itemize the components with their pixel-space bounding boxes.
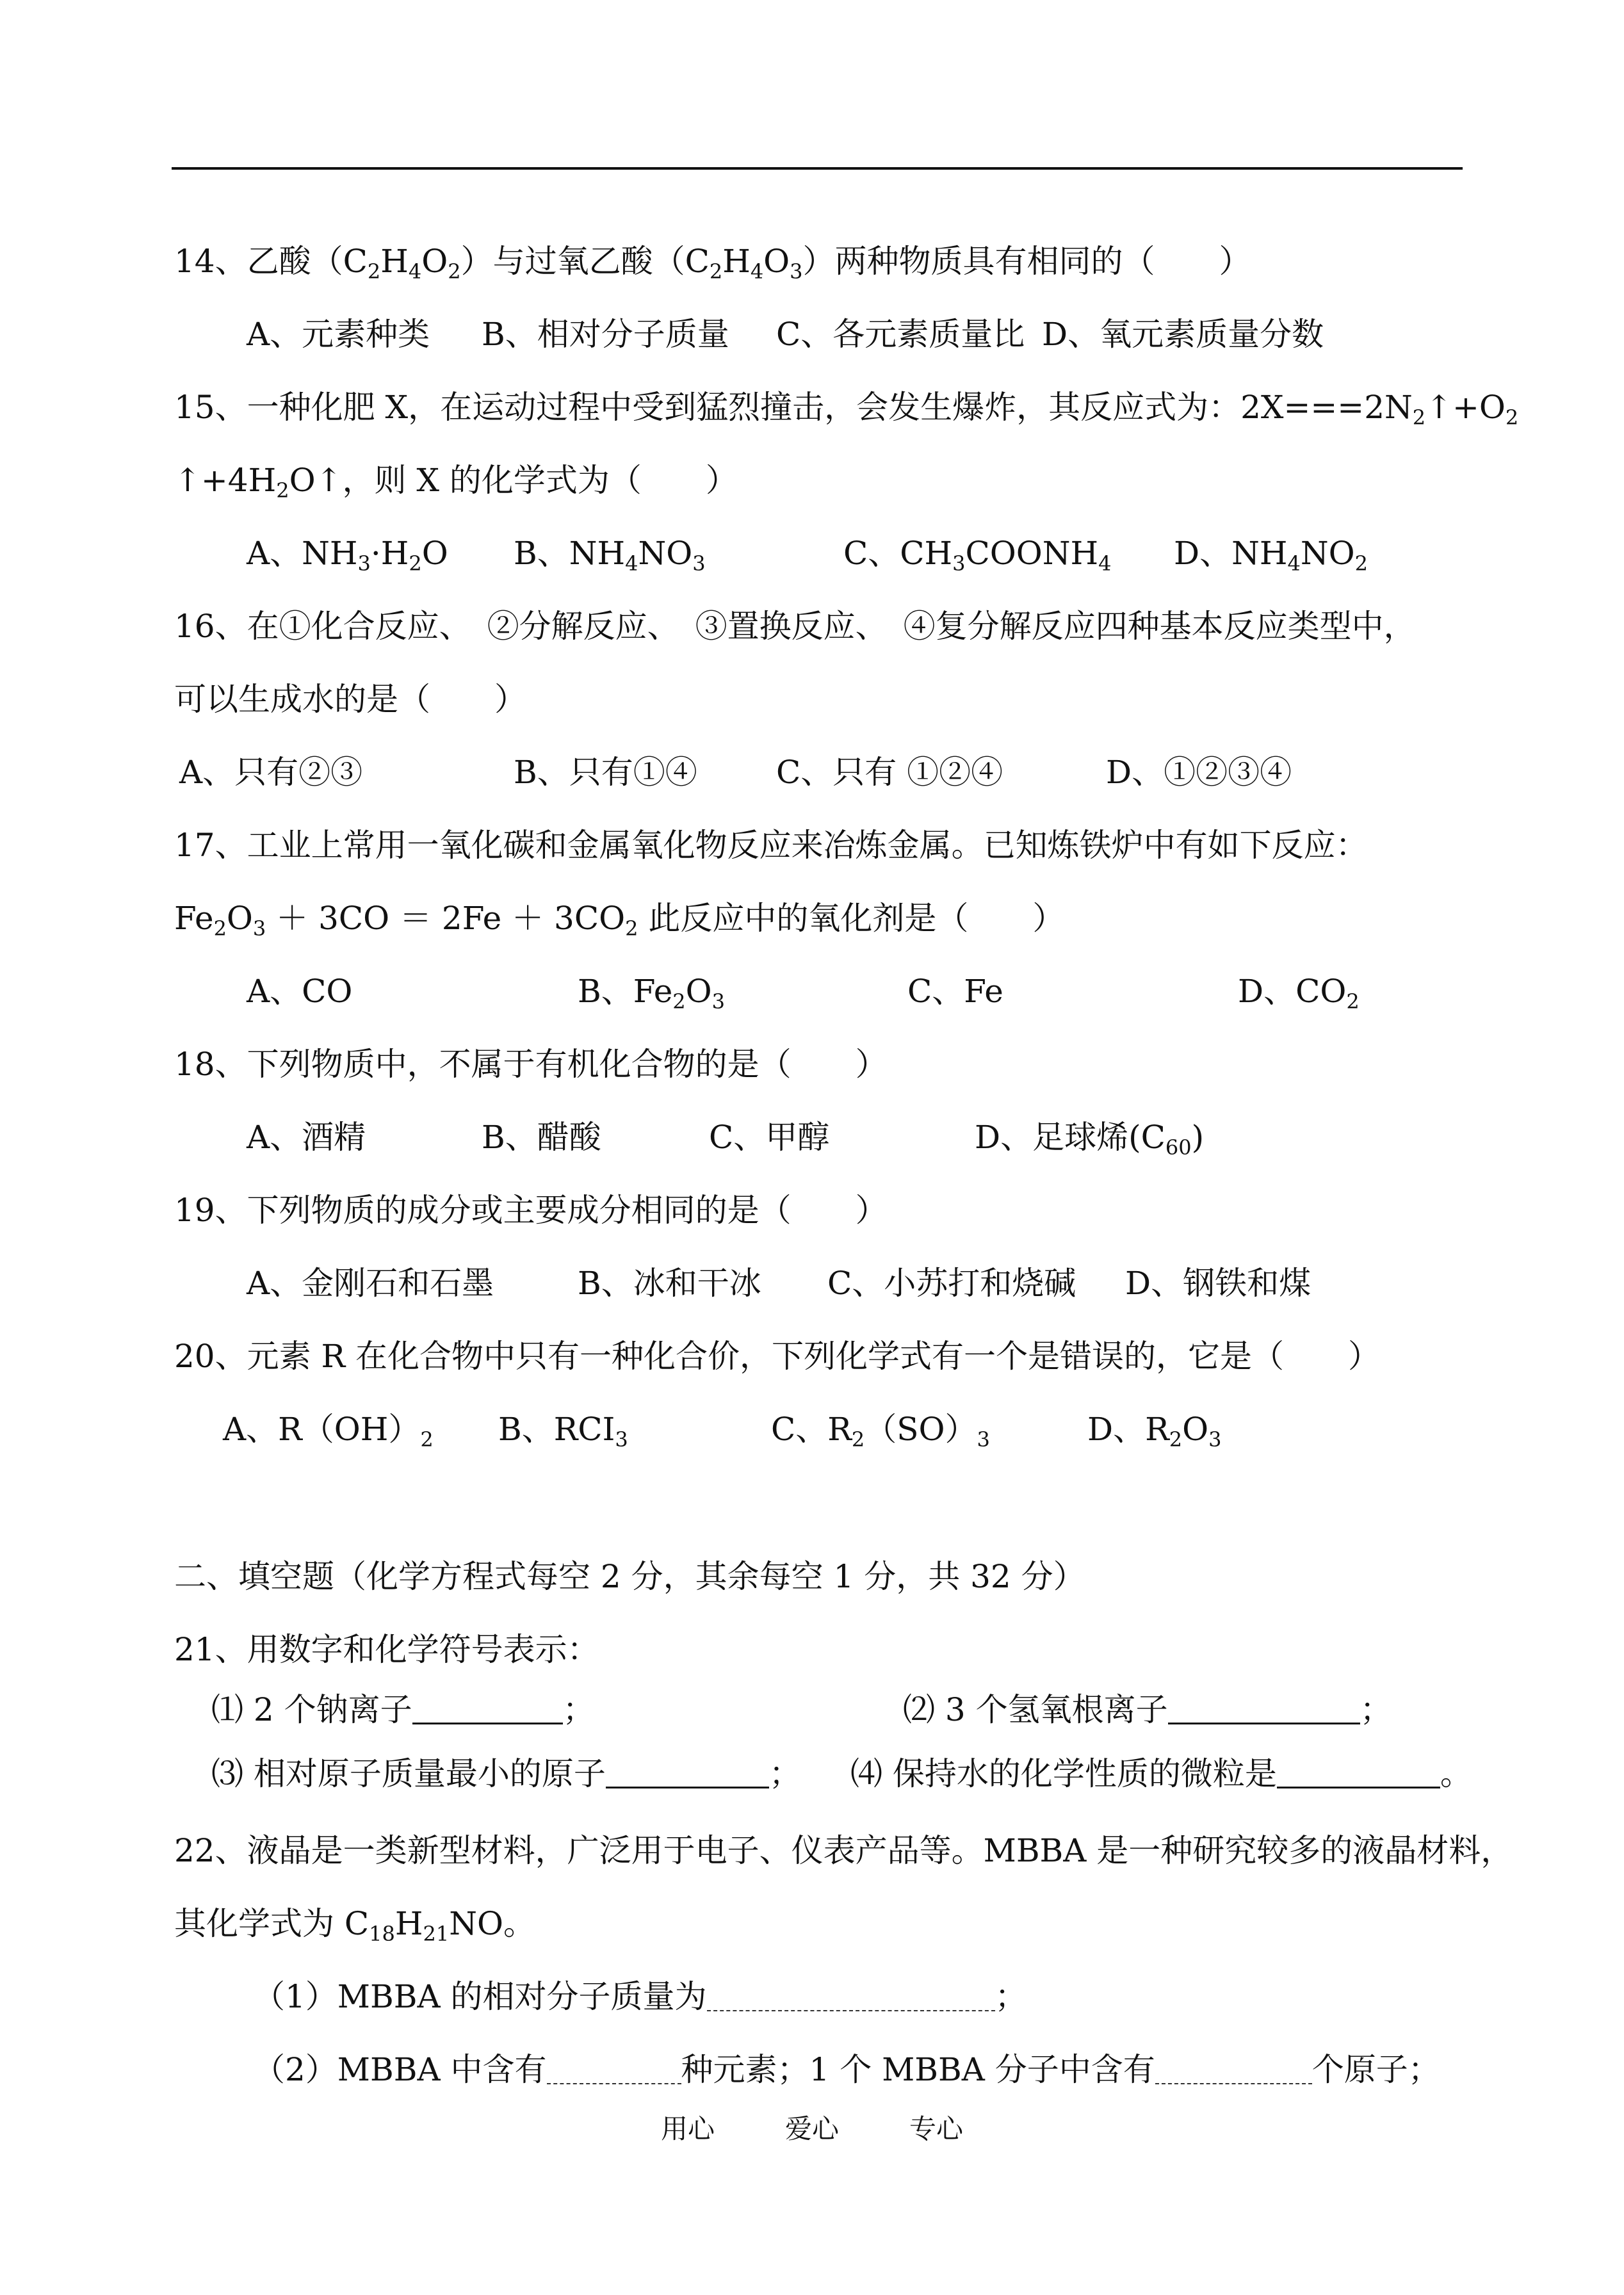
q22-part-2: （2）MBBA 中含有 种元素；1 个 MBBA 分子中含有 个原子；	[253, 2051, 1440, 2088]
q14-option-b: B、相对分子质量	[482, 316, 729, 353]
q17-option-d: D、$CO_2$	[1238, 973, 1360, 1014]
q17-option-a: A、CO	[247, 973, 353, 1010]
q17-option-c: C、Fe	[907, 973, 1003, 1010]
answer-blank[interactable]	[547, 2055, 681, 2084]
q16-option-d: D、①②③④	[1106, 754, 1292, 791]
question-22-formula: 其化学式为 $C_{18}H_{21}NO$。	[174, 1905, 535, 1946]
question-20: 20、元素 R 在化合物中只有一种化合价，下列化学式有一个是错误的，它是（ ）	[174, 1338, 1381, 1375]
q18-option-b: B、醋酸	[482, 1119, 601, 1156]
q14-option-a: A、元素种类	[247, 316, 430, 353]
question-16-cont: 可以生成水的是（ ）	[174, 681, 526, 718]
answer-blank[interactable]	[1155, 2055, 1312, 2084]
q20-option-c: C、$R_2(SO)_3$	[771, 1411, 990, 1452]
answer-blank[interactable]	[1277, 1758, 1440, 1788]
answer-blank[interactable]	[1168, 1694, 1360, 1724]
q16-option-a: A、只有②③	[179, 754, 363, 791]
footer-text: 用心	[660, 2113, 715, 2145]
q21-part-3: ⑶ 相对原子质量最小的原子 ；	[211, 1755, 801, 1792]
q15-option-a: A、$NH_3\cdot H_2O$	[247, 535, 448, 576]
q16-option-b: B、只有①④	[514, 754, 697, 791]
q15-option-d: D、$NH_4NO_2$	[1174, 535, 1368, 576]
q14-option-c: C、各元素质量比	[776, 316, 1025, 353]
q19-option-a: A、金刚石和石墨	[247, 1265, 494, 1302]
question-18: 18、下列物质中，不属于有机化合物的是（ ）	[174, 1046, 888, 1083]
q21-part-2: ⑵ 3 个氢氧根离子 ；	[903, 1691, 1392, 1728]
question-14: 14、乙酸$(C_2H_4O_2)$与过氧乙酸$(C_2H_4O_3)$两种物质具有相同的（ ）	[174, 243, 1251, 284]
question-21: 21、用数字和化学符号表示：	[174, 1631, 599, 1668]
q20-option-d: D、$R_2O_3$	[1087, 1411, 1222, 1452]
section-2-heading: 二、填空题（化学方程式每空 2 分，其余每空 1 分，共 32 分）	[174, 1558, 1085, 1595]
q18-option-a: A、酒精	[247, 1119, 366, 1156]
question-15: 15、一种化肥 X，在运动过程中受到猛烈撞击，会发生爆炸，其反应式为：$2X===2N_2↑+O_2$	[174, 389, 1519, 430]
header-rule	[172, 167, 1463, 170]
answer-blank[interactable]	[412, 1694, 563, 1724]
question-19: 19、下列物质的成分或主要成分相同的是（ ）	[174, 1192, 888, 1229]
answer-blank[interactable]	[707, 1982, 995, 2011]
q16-option-c: C、只有 ①②④	[776, 754, 1003, 791]
q22-part-1: （1）MBBA 的相对分子质量为 ；	[253, 1978, 1027, 2015]
q19-option-b: B、冰和干冰	[578, 1265, 761, 1302]
q21-part-1: ⑴ 2 个钠离子 ；	[211, 1691, 595, 1728]
q20-option-a: A、$R(OH)_2$	[223, 1411, 434, 1452]
q19-option-d: D、钢铁和煤	[1125, 1265, 1311, 1302]
footer-text: 爱心	[784, 2113, 839, 2145]
question-16: 16、在①化合反应、 ②分解反应、 ③置换反应、 ④复分解反应四种基本反应类型中，	[174, 608, 1416, 645]
answer-blank[interactable]	[606, 1758, 769, 1788]
q17-option-b: B、$Fe_2O_3$	[578, 973, 726, 1014]
q19-option-c: C、小苏打和烧碱	[827, 1265, 1076, 1302]
q15-option-c: C、$CH_3COONH_4$	[843, 535, 1112, 576]
question-15-cont: $↑+4H_2O↑$，则 X 的化学式为（ ）	[174, 462, 738, 503]
question-17-equation: $Fe_2O_3 + 3CO = 2Fe + 3CO_2$ 此反应中的氧化剂是（ ）	[174, 900, 1065, 941]
question-17: 17、工业上常用一氧化碳和金属氧化物反应来冶炼金属。已知炼铁炉中有如下反应：	[174, 827, 1368, 864]
footer-text: 专心	[909, 2113, 964, 2145]
question-22: 22、液晶是一类新型材料，广泛用于电子、仪表产品等。MBBA 是一种研究较多的液晶材料，	[174, 1832, 1513, 1869]
q18-option-d: D、足球烯$(C_{60})$	[975, 1119, 1205, 1160]
q21-part-4: ⑷ 保持水的化学性质的微粒是 。	[850, 1755, 1472, 1792]
q14-option-d: D、氧元素质量分数	[1042, 316, 1324, 353]
q20-option-b: B、$RCI_3$	[498, 1411, 628, 1452]
page-footer	[0, 2113, 1624, 2145]
q18-option-c: C、甲醇	[709, 1119, 830, 1156]
q15-option-b: B、$NH_4NO_3$	[514, 535, 706, 576]
